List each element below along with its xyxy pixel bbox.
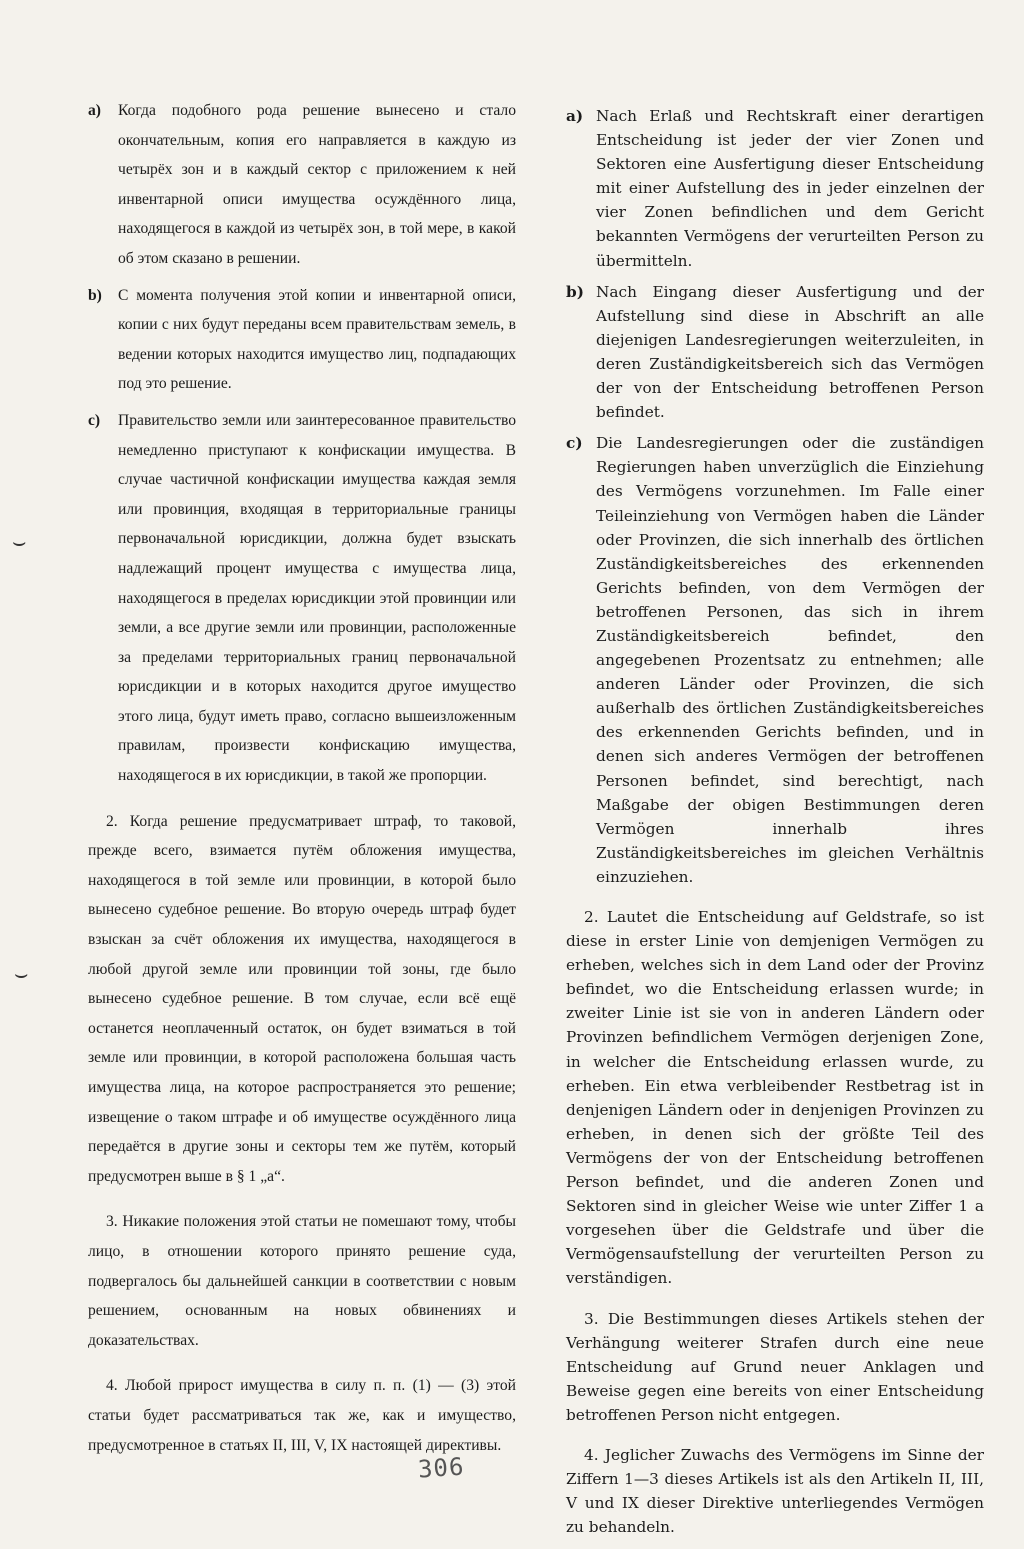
- ru-paragraph-3: 3. Никакие положения этой статьи не помешают тому, чтобы лицо, в отношении которого принято решение суда, подвергалось бы дальнейшей санкции в соответствии с новым решением, основанным на новых обвинениях и доказательствах.: [88, 1213, 516, 1349]
- ru-item-b: [88, 281, 516, 399]
- ru-paragraph-4: 4. Любой прирост имущества в силу п. п. (1) — (3) этой статьи будет рассматриваться так же, как и имущество, предусмотренное в статьях II, III, V, IX настоящей директивы.: [88, 1377, 516, 1454]
- item-label: c): [88, 411, 101, 429]
- russian-column: [88, 96, 516, 1472]
- item-label: a): [566, 107, 584, 125]
- de-item-a: [566, 104, 984, 273]
- item-text: Die Landesregierungen oder die zuständigen Regierungen haben unverzüglich die Einziehung des Vermögens vorzunehmen. Im Falle einer Teileinziehung von Vermögen haben die Länder oder Provinzen, die sich innerhalb des örtlichen Zuständigkeitsbereiches des erkennenden Gerichts befinden, von dem Vermögen der betroffenen Personen, das sich in ihrem Zuständigkeitsbereich befindet, den angegebenen Prozentsatz zu entnehmen; alle anderen Länder oder Provinzen, die sich außerhalb des örtlichen Zuständigkeitsbereiches des erkennenden Gerichts befinden, und in denen sich anderes Vermögen der betroffenen Personen befindet, sind berechtigt, nach Maßgabe der obigen Bestimmungen deren Vermögen innerhalb ihres Zuständigkeitsbereiches im gleichen Verhältnis einzuziehen.: [596, 434, 984, 886]
- item-label: b): [88, 286, 102, 304]
- item-label: b): [566, 282, 584, 301]
- item-text: С момента получения этой копии и инвентарной описи, копии с них будут переданы всем правительствам земель, в ведении которых находится имущество лиц, подпадающих под это решение.: [118, 286, 516, 393]
- de-paragraph-3: 3. Die Bestimmungen dieses Artikels stehen der Verhängung weiterer Strafen durch eine neue Entscheidung auf Grund neuer Anklagen und Beweise gegen eine bereits von einer Entscheidung betroffenen Person nicht entgegen.: [566, 1309, 984, 1424]
- item-text: Nach Eingang dieser Ausfertigung und der Aufstellung sind diese in Abschrift an alle diejenigen Landesregierungen weiterzuleiten, in deren Zuständigkeitsbereich sich das Vermögen der von der Entscheidung betroffenen Person befindet.: [596, 282, 984, 422]
- item-label: c): [566, 434, 583, 453]
- ru-paragraph-2: 2. Когда решение предусматривает штраф, то таковой, прежде всего, взимается путём обложения имущества, находящегося в той земле или провинции, в которой было вынесено судебное решение. Во вторую очередь штраф будет взыскан за счёт обложения их имущества, находящегося в любой другой земле или провинции той зоны, где было вынесено судебное решение. В том случае, если всё ещё останется неоплаченный остаток, он будет взиматься в той земле или провинции, в которой расположена большая часть имущества лица, на которое распространяется это решение; извещение о таком штрафе и об имуществе осуждённого лица передаётся в другие зоны и секторы тем же путём, который предусмотрен выше в § 1 „а“.: [88, 812, 516, 1185]
- item-label: a): [88, 102, 101, 119]
- de-paragraph-2: 2. Lautet die Entscheidung auf Geldstrafe, so ist diese in erster Linie von demjenigen Vermögen zu erheben, welches sich in dem Land oder der Provinz befindet, wo die Entscheidung erlassen wurde; in zweiter Linie ist sie von in anderen Ländern oder Provinzen befindlichem Vermögen derjenigen Zone, in welcher die Entscheidung erlassen wurde, zu erheben. Ein etwa verbleibender Restbetrag ist in denjenigen Ländern oder in denjenigen Provinzen zu erheben, in denen sich der größte Teil des Vermögens der von der Entscheidung betroffenen Person befindet, und die anderen Zonen und Sektoren sind in gleicher Weise wie unter Ziffer 1 a vorgesehen über die Geldstrafe und über die Vermögensaufstellung der verurteilten Person zu verständigen.: [566, 908, 984, 1288]
- item-text: Правительство земли или заинтересованное правительство немедленно приступают к конфискации имущества. В случае частичной конфискации имущества каждая земля или провинция, входящая в территориальные границы первоначальной юрисдикции, должна будет взыскать надлежащий процент имущества с имущества лица, находящегося в пределах юрисдикции этой провинции или земли, а все другие земли или провинции, расположенные за пределами территориальных границ первоначальной юрисдикции и в которых находится другое имущество этого лица, будут иметь право, согласно вышеизложенным правилам, произвести конфискацию имущества, находящегося в их юрисдикции, в такой же пропорции.: [118, 411, 516, 785]
- page-number: 306: [417, 1452, 466, 1484]
- de-item-c: [566, 431, 984, 889]
- item-text: Nach Erlaß und Rechtskraft einer derartigen Entscheidung ist jeder der vier Zonen und Sektoren eine Ausfertigung dieser Entscheidung mit einer Aufstellung des in jeder einzelnen der vier Zonen befindlichen und dem Gericht bekannten Vermögens der verurteilten Person zu übermitteln.: [596, 107, 984, 270]
- ru-item-a: [88, 96, 516, 274]
- german-column: [566, 104, 984, 1549]
- ru-item-c: [88, 406, 516, 791]
- de-paragraph-4: 4. Jeglicher Zuwachs des Vermögens im Sinne der Ziffern 1—3 dieses Artikels ist als den Artikeln II, III, V und IX dieser Direktive unterliegendes Vermögen zu behandeln.: [566, 1445, 984, 1537]
- margin-mark-icon: ⌣: [14, 962, 29, 987]
- de-item-b: [566, 280, 984, 425]
- item-text: Когда подобного рода решение вынесено и стало окончательным, копия его направляется в каждую из четырёх зон и в каждый сектор с приложением к ней инвентарной описи имущества осуждённого лица, находящегося в каждой из четырёх зон, в той мере, в какой об этом сказано в решении.: [118, 102, 516, 267]
- margin-mark-icon: ⌣: [12, 530, 27, 555]
